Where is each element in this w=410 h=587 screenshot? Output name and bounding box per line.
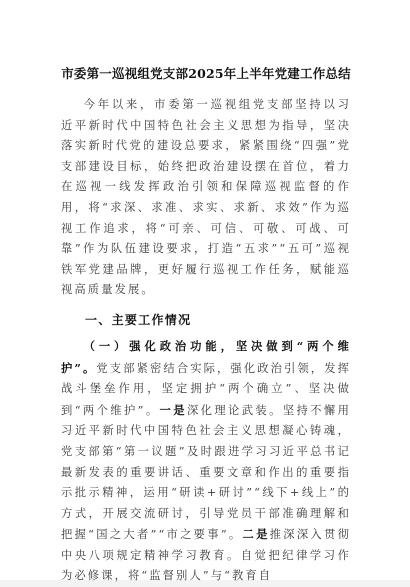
- point-lead-2: 二是: [242, 527, 270, 542]
- subsection-text-2: 深化理论武装。坚持不懈用习近平新时代中国特色社会主义思想凝心铸魂，党支部第“第一议题”及时跟进学习习近平总书记最新发表的重要讲话、重要文章和作出的重要指示批示精神，运用“研读+研讨”“线下+线上”的方式，开展交流研讨，引导党员干部准确理解和把握“国之大者”“市之要事”。: [61, 403, 351, 542]
- subsection-heading: （一）强化政治功能，坚决做到“两个维护”。: [61, 338, 351, 375]
- subsection-text-3: 推深深入贯彻中央八项规定精神学习教育。自觉把纪律学习作为必修课，将“监督别人”与“教育自: [61, 528, 351, 583]
- subsection-paragraph: [61, 336, 351, 587]
- document-title: 市委第一巡视组党支部2025年上半年党建工作总结: [61, 66, 351, 81]
- document-body: [61, 64, 351, 587]
- subsection-text-1: 党支部紧密结合实际，强化政治引领，发挥战斗堡垒作用，坚定拥护“两个确立”、坚决做到“两个维护”。: [61, 361, 351, 417]
- point-lead-1: 一是: [159, 402, 187, 417]
- section-heading: 一、主要工作情况: [85, 312, 192, 327]
- intro-paragraph: 今年以来，市委第一巡视组党支部坚持以习近平新时代中国特色社会主义思想为指导，坚决落实新时代党的建设总要求，紧紧围绕“四强”党支部建设目标，始终把政治建设摆在首位，着力在巡视一线发挥政治引领和保障巡视监督的作用，将“求深、求准、求实、求新、求效”作为巡视工作追求，将“可亲、可信、可敬、可战、可靠”作为队伍建设要求，打造“五求”“五可”巡视铁军党建品牌，更好履行巡视工作任务，赋能巡视高质量发展。: [61, 98, 351, 297]
